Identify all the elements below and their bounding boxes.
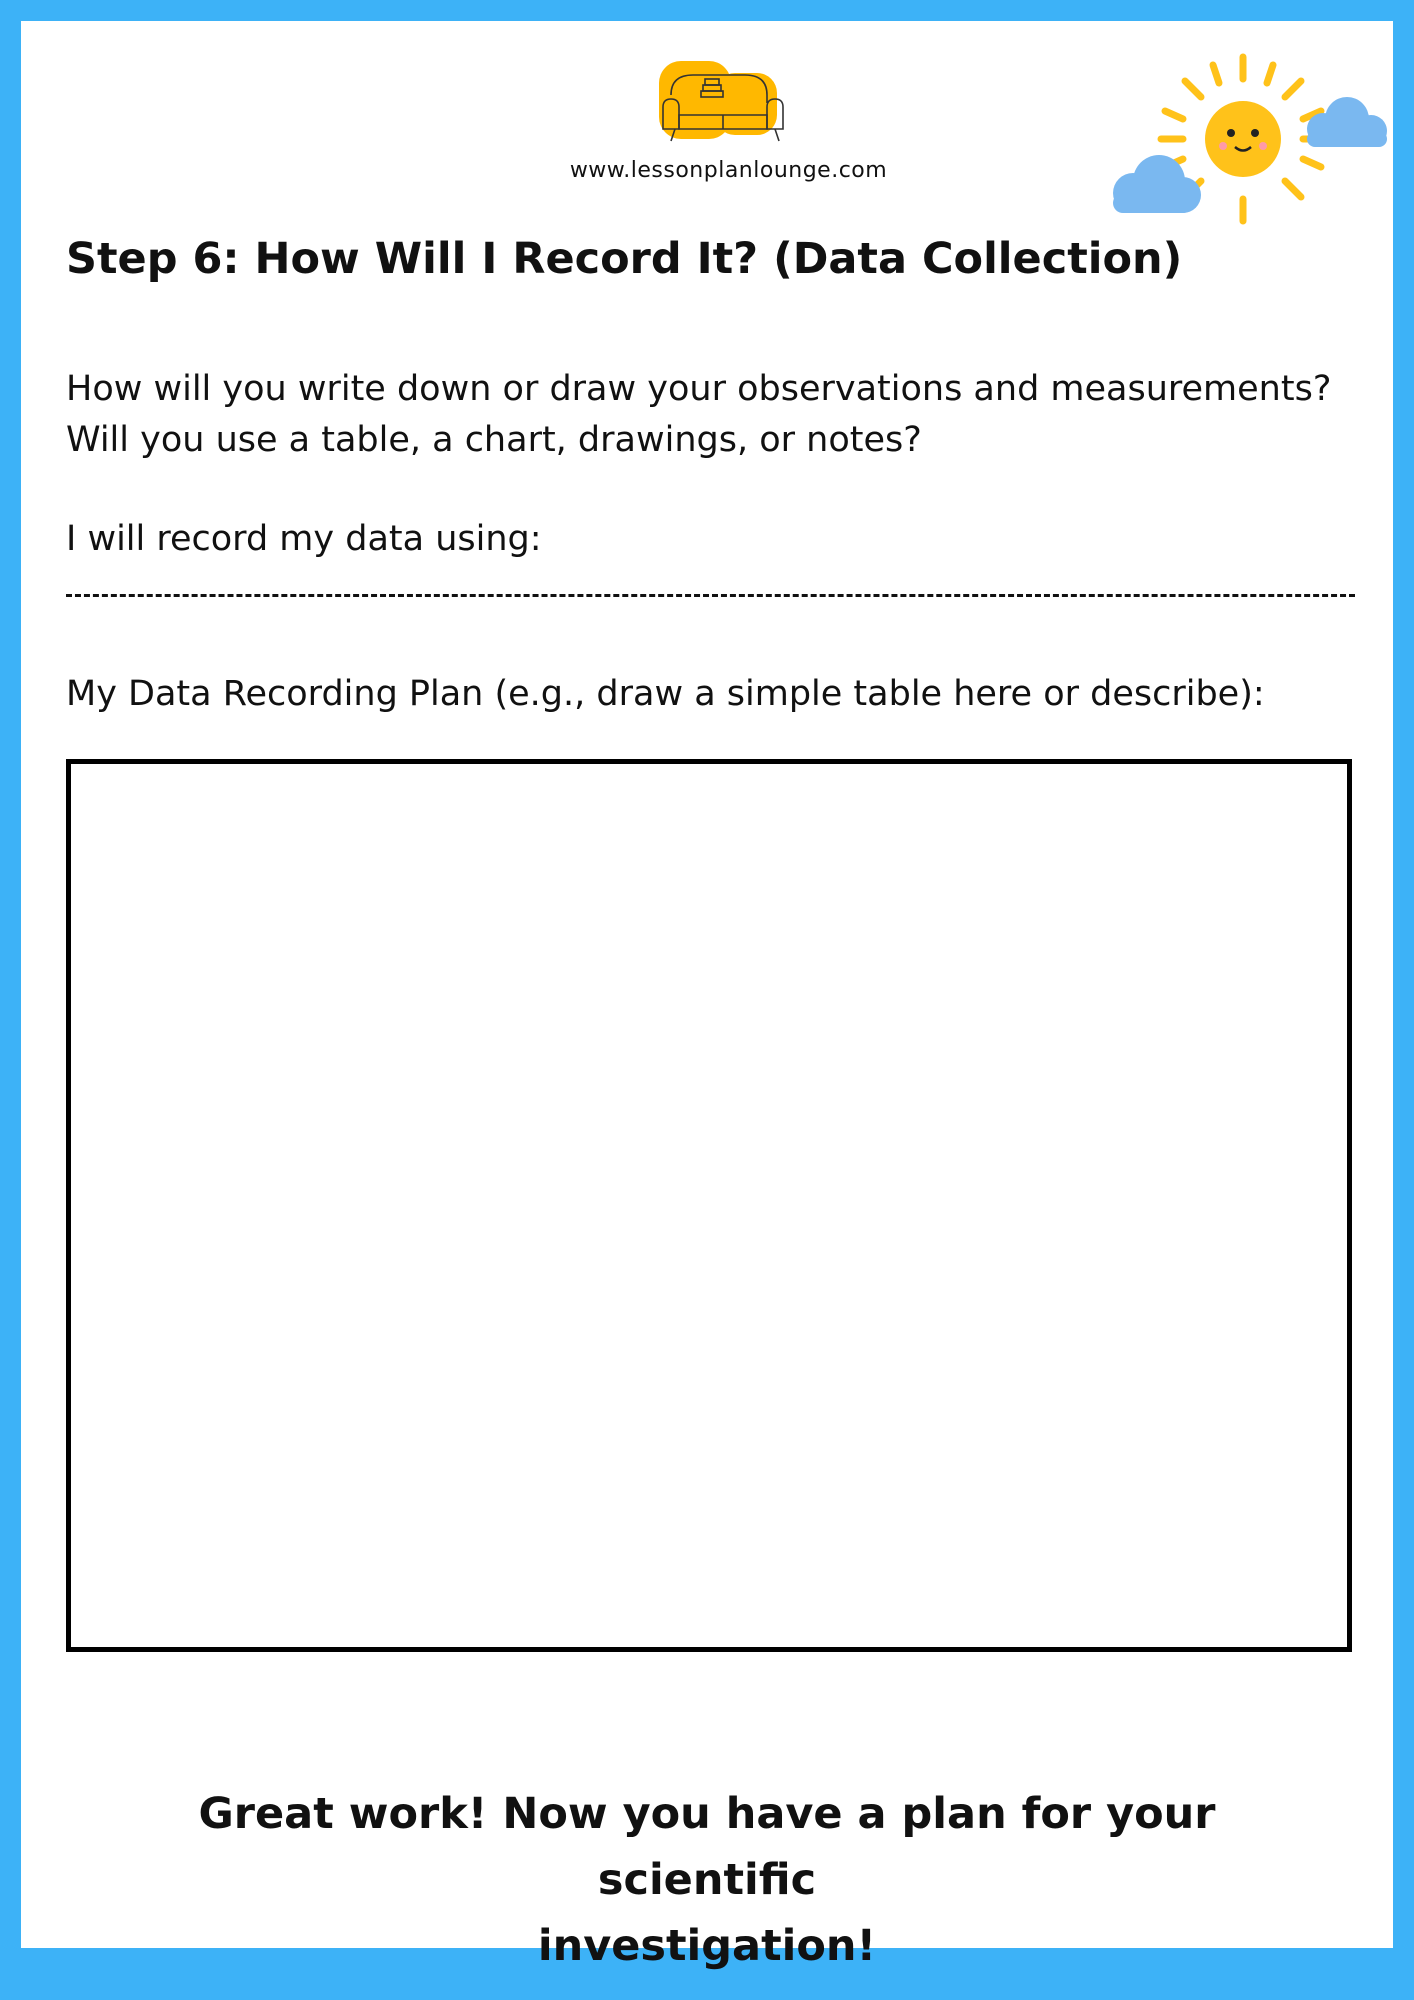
sofa-logo-icon — [653, 51, 803, 163]
closing-message — [91, 1781, 1323, 1979]
record-method-label: I will record my data using: — [66, 519, 542, 559]
closing-line: Great work! Now you have a plan for your scientific — [198, 1789, 1216, 1905]
recording-plan-label: My Data Recording Plan (e.g., draw a simple table here or describe): — [66, 674, 1265, 714]
instruction-line: How will you write down or draw your observations and measurements? — [66, 369, 1332, 409]
instruction-text — [66, 364, 1386, 466]
page-title: Step 6: How Will I Record It? (Data Collection) — [66, 234, 1183, 284]
closing-line: investigation! — [537, 1921, 877, 1971]
smiling-sun-with-clouds-icon — [1103, 53, 1393, 233]
site-url: www.lessonplanlounge.com — [569, 158, 888, 183]
worksheet-page — [21, 21, 1393, 1971]
instruction-line: Will you use a table, a chart, drawings, or notes? — [66, 420, 922, 460]
recording-plan-drawing-box[interactable] — [66, 759, 1352, 1652]
record-method-answer-line[interactable] — [66, 594, 1355, 597]
